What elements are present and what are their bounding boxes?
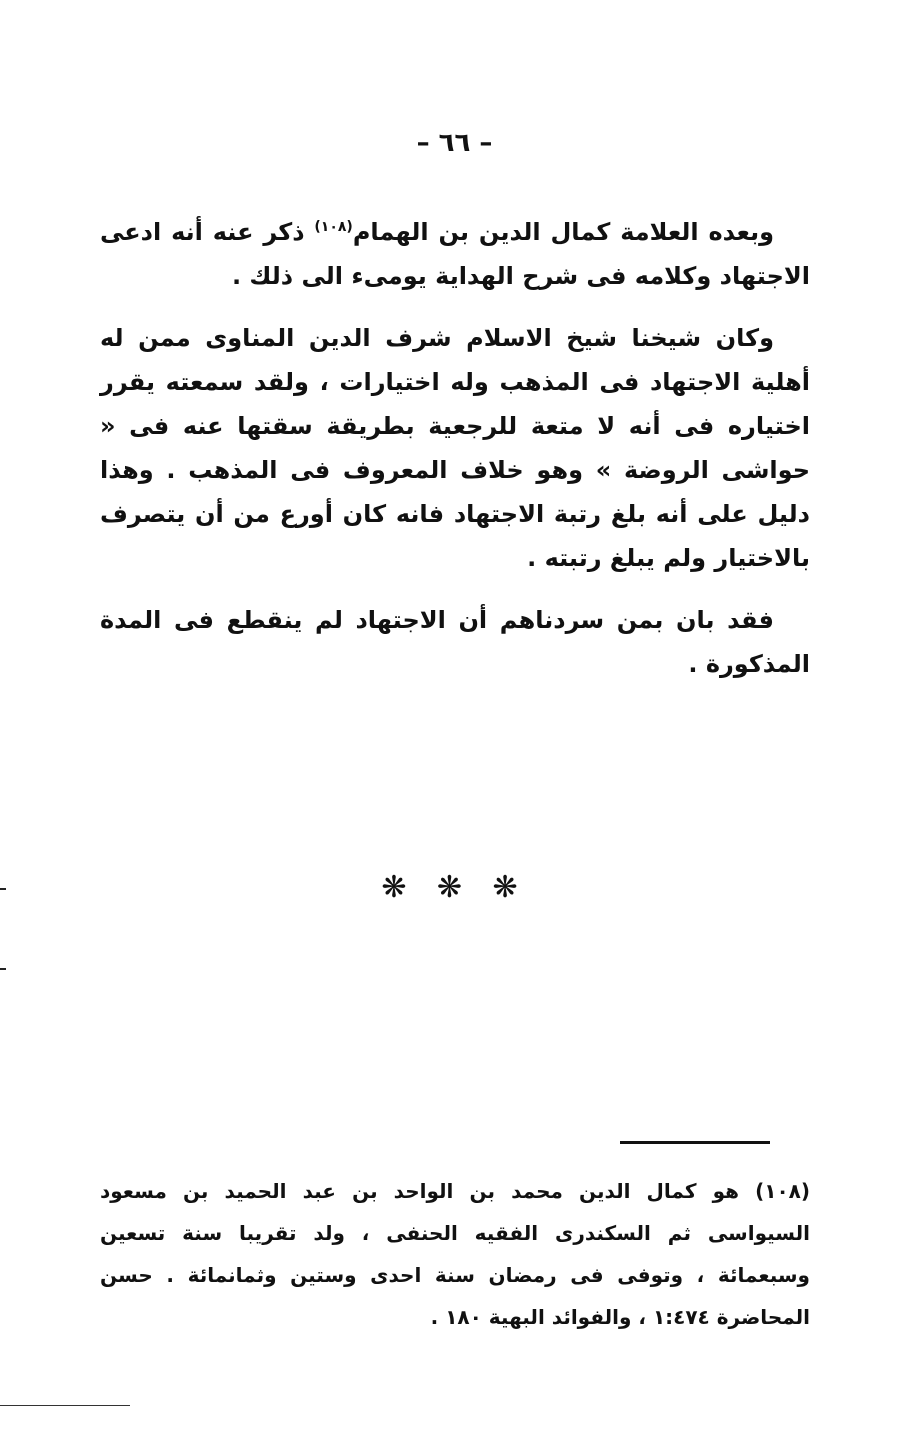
- section-separator: ❋ ❋ ❋: [381, 870, 528, 905]
- footnote-reference[interactable]: (١٠٨): [314, 219, 353, 235]
- footnote-text: (١٠٨) هو كمال الدين محمد بن الواحد بن عبد الحميد بن مسعود السيواسى ثم السكندرى الفقيه الحنفى ، ولد تقريبا سنة تسعين وسبعمائة ، وتوفى فى رمضان سنة احدى وستين وثمانمائة . حسن المحاضرة ١:٤٧٤ ، والفوائد البهية ١٨٠ .: [100, 1179, 810, 1329]
- main-text: [100, 210, 810, 704]
- footnote-divider: [620, 1141, 770, 1144]
- paragraph-2: وكان شيخنا شيخ الاسلام شرف الدين المناوى ممن له أهلية الاجتهاد فى المذهب وله اختيارات ، ولقد سمعته يقرر اختياره فى أنه لا متعة للرجعية بطريقة سقتها عنه فى « حواشى الروضة » وهو خلاف المعروف فى المذهب . وهذا دليل على أنه بلغ رتبة الاجتهاد فانه كان أورع من أن يتصرف بالاختيار ولم يبلغ رتبته .: [100, 324, 810, 572]
- page-number: – ٦٦ –: [416, 128, 493, 158]
- scan-edge-mark: [0, 888, 6, 890]
- footnote: [100, 1170, 810, 1338]
- paragraph-1: [100, 210, 810, 298]
- scan-edge-mark: [0, 968, 6, 970]
- bottom-edge-line: [0, 1405, 130, 1406]
- paragraph-3: فقد بان بمن سردناهم أن الاجتهاد لم ينقطع فى المدة المذكورة .: [100, 606, 810, 678]
- paragraph-1-before: وبعده العلامة كمال الدين بن الهمام: [352, 218, 774, 246]
- paragraph-1-after: ذكر عنه أنه ادعى الاجتهاد وكلامه فى شرح الهداية يومىء الى ذلك .: [100, 218, 810, 290]
